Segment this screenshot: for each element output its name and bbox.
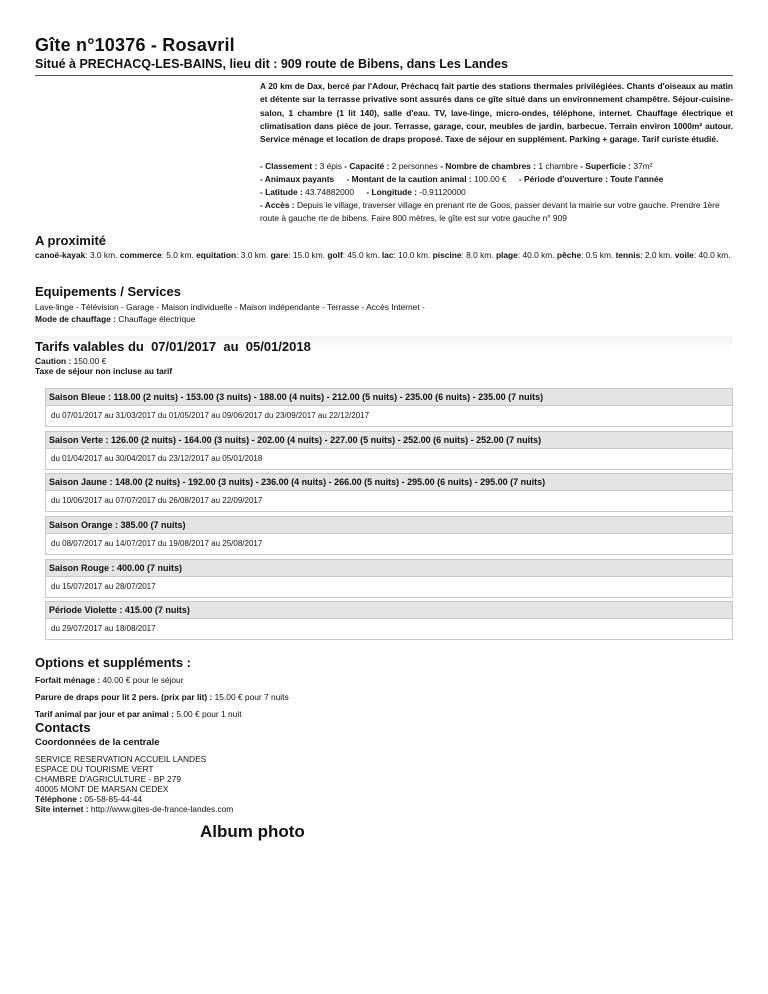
season-dates: du 15/07/2017 au 28/07/2017 — [45, 577, 733, 598]
proximite-item-distance: : 3.0 km. — [85, 250, 120, 260]
proximite-item-distance: : 10.0 km. — [393, 250, 433, 260]
page-subtitle: Situé à PRECHACQ-LES-BAINS, lieu dit : 909 route de Bibens, dans Les Landes — [35, 57, 733, 76]
chambres-value: 1 chambre — [538, 161, 578, 171]
proximite-item-distance: : 3.0 km. — [236, 250, 271, 260]
proximite-item-name: tennis — [615, 250, 641, 260]
tarifs-heading: Tarifs valables du 07/01/2017 au 05/01/2018 — [35, 339, 311, 354]
season-dates: du 07/01/2017 au 31/03/2017 du 01/05/2017 au 09/06/2017 du 23/09/2017 au 22/12/2017 — [45, 406, 733, 427]
option-value: 5.00 € pour 1 nuit — [176, 709, 242, 719]
caution-animal-label: - Montant de la caution animal : — [346, 174, 472, 184]
classement-value: 3 épis — [319, 161, 342, 171]
proximite-item-name: plage — [495, 250, 518, 260]
equipements-block — [35, 301, 733, 325]
specs-block — [260, 160, 733, 225]
season-verte — [45, 431, 733, 470]
proximite-item-name: gare — [270, 250, 289, 260]
caution-value: 150.00 € — [73, 356, 107, 366]
season-dates: du 10/06/2017 au 07/07/2017 du 26/08/2017 au 22/09/2017 — [45, 491, 733, 512]
caution-animal-value: 100.00 € — [473, 174, 507, 184]
acces-label: - Accès : — [260, 200, 295, 210]
proximite-item-distance: : 40.0 km. — [693, 250, 731, 260]
option-label: Tarif animal par jour et par animal : — [35, 709, 174, 719]
intro-description: A 20 km de Dax, bercé par l'Adour, Préchacq fait partie des stations thermales privilégiées. Chants d'oiseaux au matin et détente sur la terrasse privative sont assurés dans ce gîte situé dans un environnement champêtre. Séjour-cuisine-salon, 1 chambre (1 lit 140), salle d'eau. TV, lave-linge, micro-ondes, téléphone, internet. Chauffage électrique et climatisation dans pièce de jour. Terrasse, garage, cour, meubles de jardin, barbecue. Terrain environ 1000m² autour. Service ménage et location de draps proposé. Taxe de séjour en supplément. Parking + garage. Tarif curiste étudié. — [260, 81, 733, 145]
contacts-block — [35, 738, 233, 814]
proximite-item-name: commerce — [119, 250, 162, 260]
proximite-item-name: lac — [381, 250, 394, 260]
capacite-label: - Capacité : — [344, 161, 390, 171]
chambres-label: - Nombre de chambres : — [440, 161, 537, 171]
season-orange — [45, 516, 733, 555]
site-label: Site internet : — [35, 804, 89, 814]
season-head: Saison Orange : 385.00 (7 nuits) — [45, 516, 733, 534]
longitude-label: - Longitude : — [366, 187, 418, 197]
option-item — [35, 672, 289, 689]
contacts-heading: Contacts — [35, 720, 91, 735]
contact-line: ESPACE DU TOURISME VERT — [35, 764, 154, 774]
longitude-value: -0.91120000 — [419, 187, 466, 197]
proximite-item-distance: : 5.0 km. — [161, 250, 197, 260]
proximite-item-distance: : 2.0 km. — [640, 250, 675, 260]
animaux-label: - Animaux payants — [260, 174, 335, 184]
telephone-label: Téléphone : — [35, 794, 82, 804]
proximite-heading: A proximité — [35, 233, 107, 248]
option-item — [35, 689, 289, 706]
contact-line: CHAMBRE D'AGRICULTURE - BP 279 — [35, 774, 182, 784]
option-value: 15.00 € pour 7 nuits — [214, 692, 289, 702]
ouverture-label: - Période d'ouverture : Toute l'année — [518, 174, 664, 184]
acces-value: Depuis le village, traverser village en prenant rte de Goos, passer devant la mairie sur votre gauche. Prendre 1ère route à gauche rte de bibens. Faire 800 mètres, le gîte est sur votre gauche n° 909 — [260, 200, 720, 223]
taxe-sejour-note: Taxe de séjour non incluse au tarif — [35, 366, 173, 376]
season-violette — [45, 601, 733, 640]
option-label: Parure de draps pour lit 2 pers. (prix par lit) : — [35, 692, 213, 702]
options-heading: Options et suppléments : — [35, 655, 192, 670]
proximite-item-distance: : 40.0 km. — [517, 250, 557, 260]
contact-line: SERVICE RESERVATION ACCUEIL LANDES — [35, 754, 207, 764]
capacite-value: 2 personnes — [391, 161, 438, 171]
proximite-item-distance: : 45.0 km. — [342, 250, 382, 260]
latitude-label: - Latitude : — [260, 187, 303, 197]
telephone-value: 05-58-85-44-44 — [84, 794, 143, 804]
proximite-item-distance: : 0.5 km. — [581, 250, 616, 260]
caution-block — [35, 356, 172, 376]
chauffage-value: Chauffage électrique — [118, 314, 196, 324]
classement-label: - Classement : — [260, 161, 318, 171]
proximite-item-name: voile — [674, 250, 694, 260]
option-value: 40.00 € pour le séjour — [102, 675, 184, 685]
superficie-value: 37m² — [633, 161, 653, 171]
proximite-item-name: equitation — [196, 250, 237, 260]
equipements-heading: Equipements / Services — [35, 284, 181, 299]
proximite-item-distance: : 15.0 km. — [288, 250, 328, 260]
season-head: Période Violette : 415.00 (7 nuits) — [45, 601, 733, 619]
season-head: Saison Rouge : 400.00 (7 nuits) — [45, 559, 733, 577]
contact-line: 40005 MONT DE MARSAN CEDEX — [35, 784, 169, 794]
contacts-subheading: Coordonnées de la centrale — [35, 737, 160, 748]
proximite-item-name: golf — [327, 250, 343, 260]
proximite-item-distance: : 8.0 km. — [461, 250, 496, 260]
proximite-item-name: pêche — [556, 250, 582, 260]
season-dates: du 08/07/2017 au 14/07/2017 du 19/08/2017 au 25/08/2017 — [45, 534, 733, 555]
option-label: Forfait ménage : — [35, 675, 101, 685]
album-heading: Album photo — [200, 822, 305, 841]
season-dates: du 01/04/2017 au 30/04/2017 du 23/12/2017 au 05/01/2018 — [45, 449, 733, 470]
season-head: Saison Bleue : 118.00 (2 nuits) - 153.00 (3 nuits) - 188.00 (4 nuits) - 212.00 (5 nuits) - 235.00 (6 nuits) - 235.00 (7 nuits) — [45, 388, 733, 406]
latitude-value: 43.74882000 — [305, 187, 355, 197]
season-jaune — [45, 473, 733, 512]
proximite-list — [35, 250, 733, 261]
season-bleue — [45, 388, 733, 427]
site-link[interactable]: http://www.gites-de-france-landes.com — [90, 804, 234, 814]
equipements-list: Lave-linge - Télévision - Garage - Maison individuelle - Maison indépendante - Terrasse - Accès Internet - — [35, 302, 425, 312]
superficie-label: - Superficie : — [580, 161, 632, 171]
season-head: Saison Jaune : 148.00 (2 nuits) - 192.00 (3 nuits) - 236.00 (4 nuits) - 266.00 (5 nuits) - 295.00 (6 nuits) - 295.00 (7 nuits) — [45, 473, 733, 491]
options-list — [35, 672, 289, 723]
proximite-item-name: canoë-kayak — [35, 250, 86, 260]
caution-label: Caution : — [35, 356, 72, 366]
page-title: Gîte n°10376 - Rosavril — [35, 35, 235, 55]
chauffage-label: Mode de chauffage : — [35, 314, 116, 324]
season-head: Saison Verte : 126.00 (2 nuits) - 164.00 (3 nuits) - 202.00 (4 nuits) - 227.00 (5 nuits) - 252.00 (6 nuits) - 252.00 (7 nuits) — [45, 431, 733, 449]
season-rouge — [45, 559, 733, 598]
season-dates: du 29/07/2017 au 18/08/2017 — [45, 619, 733, 640]
proximite-item-name: piscine — [432, 250, 462, 260]
